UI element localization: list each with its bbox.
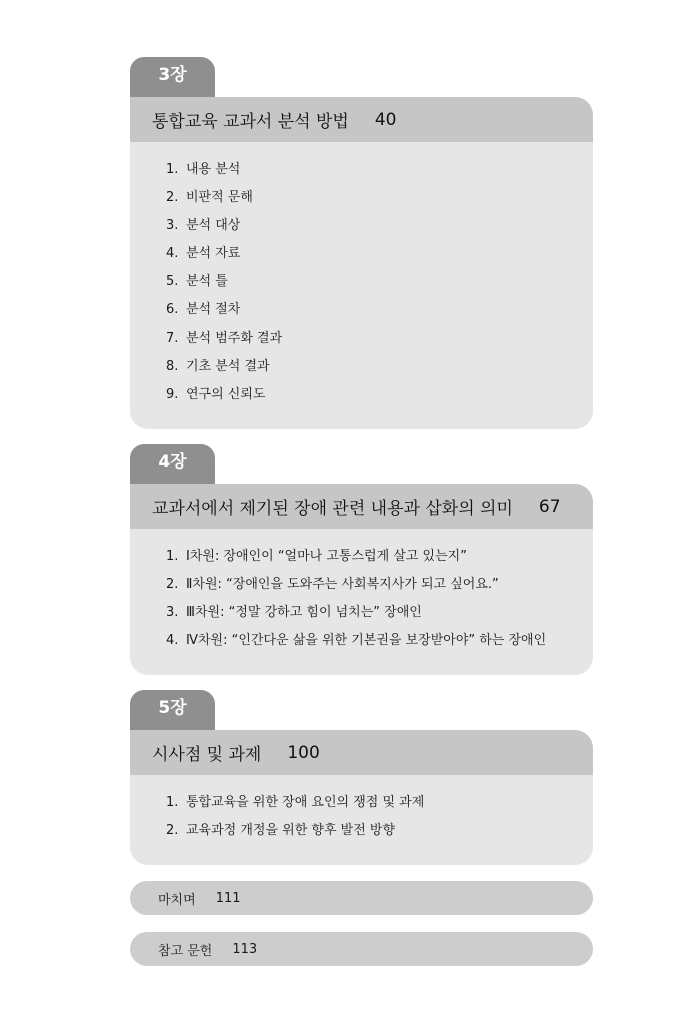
toc-item-number: 9. xyxy=(166,386,179,402)
toc-item[interactable] xyxy=(166,184,593,212)
chapter-page-number: 100 xyxy=(287,742,320,763)
chapter-title: 교과서에서 제기된 장애 관련 내용과 삽화의 의미 xyxy=(152,499,513,519)
toc-item[interactable] xyxy=(166,789,593,817)
chapter-header[interactable] xyxy=(130,484,593,529)
toc-item-number: 4. xyxy=(166,633,179,649)
toc-item-number: 2. xyxy=(166,577,179,593)
toc-item-title: 분석 틀 xyxy=(186,274,228,290)
chapter-header[interactable] xyxy=(130,730,593,775)
toc-item[interactable] xyxy=(166,599,593,627)
chapter-title: 통합교육 교과서 분석 방법 xyxy=(152,112,349,132)
toc-item[interactable] xyxy=(166,571,593,599)
entry-title: 참고 문헌 xyxy=(158,943,213,959)
toc-item-number: 1. xyxy=(166,162,179,177)
toc-item-number: 3. xyxy=(166,605,179,621)
toc-item-title: 비판적 문해 xyxy=(186,190,253,206)
toc-item-title: Ⅱ차원: “장애인을 도와주는 사회복지사가 되고 싶어요.” xyxy=(186,577,499,593)
toc-item-title: 분석 자료 xyxy=(186,246,241,262)
toc-item-title: Ⅰ차원: 장애인이 “얼마나 고통스럽게 살고 있는지” xyxy=(186,549,467,564)
toc-item[interactable] xyxy=(166,156,593,184)
toc-item-number: 5. xyxy=(166,274,179,290)
toc-item-number: 1. xyxy=(166,795,179,810)
toc-item[interactable] xyxy=(166,325,593,353)
chapter-header[interactable] xyxy=(130,97,593,142)
toc-item-number: 8. xyxy=(166,358,179,374)
toc-item[interactable] xyxy=(166,212,593,240)
toc-item[interactable] xyxy=(166,353,593,381)
toc-item-number: 3. xyxy=(166,218,179,234)
references-entry[interactable] xyxy=(130,932,593,966)
chapter-contents xyxy=(130,775,593,865)
toc-item-title: Ⅲ차원: “정말 강하고 힘이 넘치는” 장애인 xyxy=(186,605,422,621)
toc-item-title: 내용 분석 xyxy=(186,162,241,177)
toc-item-title: 분석 대상 xyxy=(186,218,241,234)
toc-item-title: 기초 분석 결과 xyxy=(186,358,270,374)
toc-item[interactable] xyxy=(166,627,593,655)
chapter-tab: 3장 xyxy=(130,57,215,97)
chapter-title: 시사점 및 과제 xyxy=(152,745,262,765)
toc-item-title: 통합교육을 위한 장애 요인의 쟁점 및 과제 xyxy=(186,795,425,810)
chapter-tab: 5장 xyxy=(130,690,215,730)
entry-title: 마치며 xyxy=(158,892,196,908)
toc-item-number: 2. xyxy=(166,823,179,839)
chapter-page-number: 67 xyxy=(538,496,561,517)
toc-item-title: Ⅳ차원: “인간다운 삶을 위한 기본권을 보장받아야” 하는 장애인 xyxy=(186,633,547,649)
toc-item-title: 분석 범주화 결과 xyxy=(186,330,283,346)
chapter-tab: 4장 xyxy=(130,444,215,484)
toc-item[interactable] xyxy=(166,296,593,324)
toc-item-title: 분석 절차 xyxy=(186,302,241,318)
chapter-page-number: 40 xyxy=(374,109,397,130)
toc-item-number: 2. xyxy=(166,190,179,206)
toc-item-number: 7. xyxy=(166,330,179,346)
toc-item[interactable] xyxy=(166,817,593,845)
toc-item[interactable] xyxy=(166,543,593,571)
chapter-contents xyxy=(130,142,593,429)
toc-item-number: 6. xyxy=(166,302,179,318)
closing-remarks-entry[interactable] xyxy=(130,881,593,915)
toc-item-title: 교육과정 개정을 위한 향후 발전 방향 xyxy=(186,823,396,839)
toc-item-number: 1. xyxy=(166,549,179,564)
toc-item-title: 연구의 신뢰도 xyxy=(186,386,266,402)
toc-item[interactable] xyxy=(166,381,593,409)
toc-item-number: 4. xyxy=(166,246,179,262)
toc-item[interactable] xyxy=(166,240,593,268)
entry-page-number: 111 xyxy=(215,890,241,906)
toc-item[interactable] xyxy=(166,268,593,296)
chapter-contents xyxy=(130,529,593,675)
entry-page-number: 113 xyxy=(232,941,258,957)
